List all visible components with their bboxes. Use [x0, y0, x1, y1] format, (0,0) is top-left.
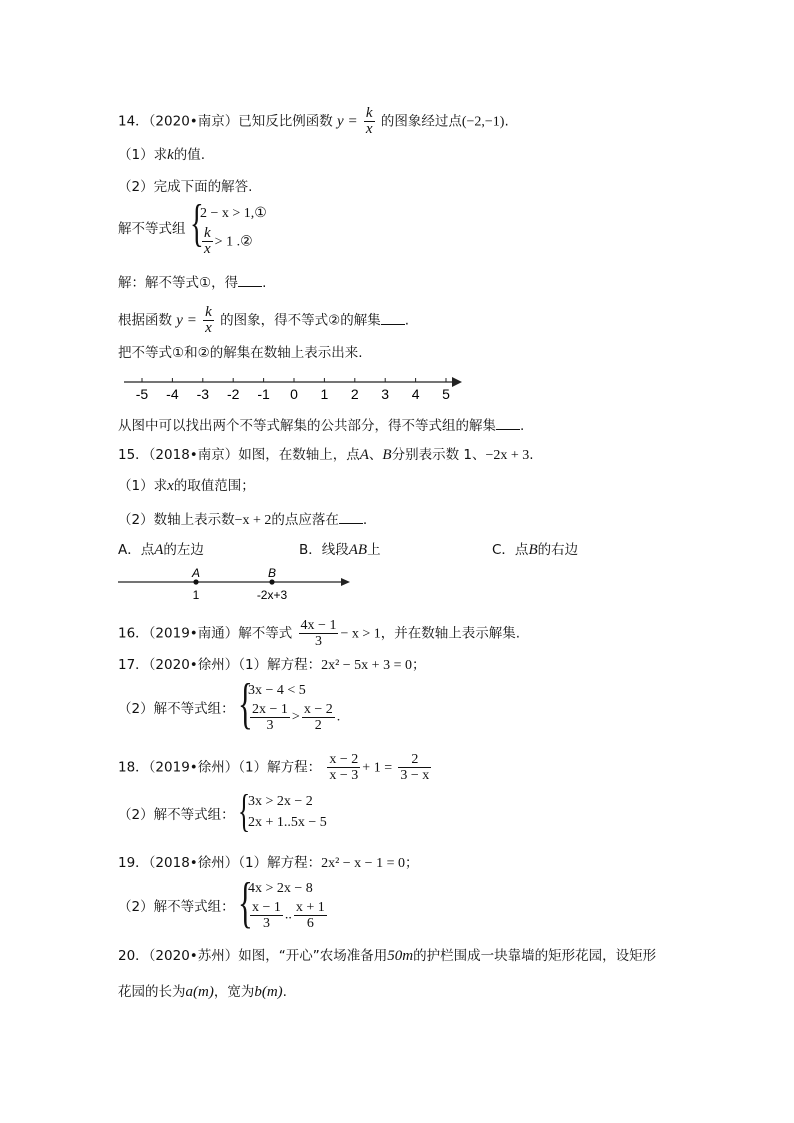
point-a-dot — [193, 579, 198, 584]
q19-ineq1: 4x > 2x − 8 — [248, 881, 313, 896]
q14-sys-label-text: 解不等式组 — [118, 221, 186, 237]
q19-frac2 — [294, 900, 327, 931]
frac-num: k — [205, 304, 212, 320]
axis-tick-label: 3 — [381, 386, 390, 402]
q18-p2: （2）解不等式组： — [118, 807, 235, 823]
answer-blank[interactable] — [496, 415, 520, 430]
q17-ineq2 — [248, 702, 340, 733]
q18-frac1 — [327, 752, 360, 783]
q15-p2-expr: −x + 2 — [234, 513, 272, 528]
axis-arrow-icon — [452, 377, 462, 387]
q14-p1-post: 的值. — [173, 147, 206, 163]
axis-arrow-icon — [341, 578, 350, 586]
q15-p1-post: 的取值范围； — [173, 478, 255, 494]
q15-B: B — [382, 447, 392, 463]
q17-equation: 2x² − 5x + 3 = 0 — [321, 658, 412, 673]
q14-k-over-x — [364, 106, 375, 137]
q17-part2 — [118, 700, 235, 718]
q14-ineq2-tail: > 1 .② — [214, 234, 253, 250]
q17-inequality-system — [238, 673, 398, 740]
q20-len: 50m — [387, 948, 414, 964]
q20-line1-post: 的护栏围成一块靠墙的矩形花园，设矩形 — [413, 948, 657, 964]
q19-inequality-system — [238, 872, 378, 939]
frac-num: 2 — [398, 752, 431, 768]
axis-tick-label: 1 — [320, 386, 329, 402]
q17-heading — [118, 656, 425, 675]
q15-p2-end: . — [362, 512, 368, 528]
axis-tick-label: 0 — [290, 386, 298, 402]
q15-p1-var: x — [167, 478, 174, 494]
frac-num: x − 2 — [303, 702, 333, 717]
q16-head: 16．（2019•南通）解不等式 — [118, 625, 293, 642]
frac-num: k — [365, 105, 373, 121]
q14-number-line — [118, 372, 468, 404]
q14-k-over-x-2 — [203, 305, 214, 336]
brace-icon: { — [238, 872, 253, 934]
frac-den: 3 — [262, 916, 270, 931]
q15-optB-post: 上 — [367, 542, 381, 558]
q18-frac2 — [398, 752, 431, 783]
q14-solution1 — [118, 272, 266, 292]
q20-line2-mid: ，宽为 — [213, 984, 255, 1000]
answer-blank[interactable] — [339, 509, 363, 524]
q15-part1 — [118, 477, 255, 495]
q18-head: 18．（2019•徐州）（1）解方程： — [118, 759, 322, 776]
q14-sol2-post: . — [404, 312, 409, 329]
q18-ineq2: 2x + 1..5x − 5 — [248, 815, 327, 830]
q20-a: a(m) — [185, 984, 214, 1000]
brace-icon: { — [238, 785, 251, 836]
q17-head: 17．（2020•徐州）（1）解方程： — [118, 657, 322, 673]
frac-den: 2 — [314, 718, 322, 733]
q16-tail: ，并在数轴上表示解集. — [380, 625, 521, 642]
q14-ineq2-frac — [202, 226, 213, 257]
q18-plus: + 1 = — [362, 760, 393, 776]
axis-tick-label: 2 — [350, 386, 359, 402]
axis-tick-label: -2 — [226, 386, 240, 402]
q15-optC-pre: C．点 — [492, 542, 529, 558]
axis-tick-label: 5 — [442, 386, 450, 402]
frac-den: x — [205, 320, 212, 336]
q17-p2: （2）解不等式组： — [118, 701, 235, 717]
q16-fraction — [299, 618, 339, 649]
frac-den: 3 — [266, 718, 274, 733]
q15-part2 — [118, 509, 367, 530]
q14-solution3 — [118, 344, 363, 362]
frac-num: x − 1 — [252, 900, 281, 915]
q14-sol1-post: . — [262, 275, 267, 291]
q16-heading — [118, 618, 520, 649]
q14-sol4-pre: 从图中可以找出两个不等式解集的公共部分，得不等式组的解集 — [118, 418, 496, 434]
q14-end: . — [504, 113, 509, 130]
point-a-label: A — [191, 566, 201, 580]
q20-line1-pre: 20．（2020•苏州）如图，“开心”农场准备用 — [118, 948, 388, 964]
frac-den: x — [204, 241, 211, 257]
q14-ineq2 — [200, 226, 253, 257]
q19-head: 19．（2018•徐州）（1）解方程： — [118, 855, 322, 871]
q16-mid: − x > 1 — [340, 626, 381, 642]
q19-ineq2 — [248, 900, 329, 931]
q14-p1-var: k — [167, 147, 174, 163]
q20-line2-end: . — [282, 984, 287, 1000]
q15-option-b[interactable] — [299, 541, 381, 559]
q14-sol2-pre: 根据函数 — [118, 312, 172, 329]
point-b-label: B — [267, 566, 277, 580]
answer-blank[interactable] — [238, 272, 262, 287]
axis-tick-label: -4 — [166, 386, 179, 402]
q15-A: A — [359, 447, 369, 463]
q15-optC-var: B — [528, 542, 538, 558]
point-b-value: -2x+3 — [256, 588, 288, 602]
q17-end: . — [336, 709, 341, 725]
q19-rel: .. — [284, 907, 292, 923]
q15-head-pre: 15．（2018•南京）如图，在数轴上，点 — [118, 447, 360, 463]
q14-p1-pre: （1）求 — [118, 147, 168, 163]
frac-den: 6 — [306, 916, 314, 931]
q14-func-lhs: y = — [337, 113, 358, 130]
q14-sol4-post: . — [520, 418, 525, 434]
q15-optA-pre: A．点 — [118, 542, 155, 558]
q19-p2: （2）解不等式组： — [118, 899, 235, 915]
frac-den: x − 3 — [329, 768, 359, 783]
frac-den: x — [365, 121, 373, 137]
q19-part2 — [118, 898, 235, 916]
q14-solution2 — [118, 305, 409, 336]
frac-num: k — [204, 225, 211, 241]
q14-sol1-pre: 解：解不等式①，得 — [118, 275, 239, 291]
q14-point: (−2,−1) — [461, 114, 505, 130]
q18-part2 — [118, 806, 235, 824]
point-b-dot — [269, 579, 274, 584]
answer-blank[interactable] — [381, 310, 405, 325]
axis-tick-label: 4 — [411, 386, 420, 402]
frac-den: 3 − x — [400, 768, 430, 783]
q15-p1-pre: （1）求 — [118, 478, 168, 494]
q14-head-text: 14．（2020•南京）已知反比例函数 — [118, 113, 333, 130]
q15-optC-post: 的右边 — [537, 542, 579, 558]
q18-heading — [118, 752, 433, 783]
frac-num: 4x − 1 — [300, 618, 337, 633]
q15-optB-var: AB — [348, 542, 368, 558]
q15-sep: 、 — [368, 447, 383, 463]
q20-line1 — [118, 947, 656, 965]
q19-eq-end: ； — [404, 855, 419, 871]
q14-func-lhs-2: y = — [176, 312, 197, 329]
axis-tick-label: -3 — [196, 386, 210, 402]
q15-p2-post: 的点应落在 — [271, 512, 339, 528]
q14-part2 — [118, 178, 252, 196]
q15-end: . — [529, 447, 534, 463]
q15-optB-pre: B．线段 — [299, 542, 349, 558]
axis-tick-label: -1 — [257, 386, 270, 402]
brace-icon: { — [190, 195, 204, 252]
q17-frac2 — [302, 702, 335, 733]
q14-solution4 — [118, 415, 524, 435]
q15-p2-pre: （2）数轴上表示数 — [118, 512, 235, 528]
q18-inequality-system — [238, 785, 378, 836]
frac-den: 3 — [315, 634, 322, 649]
q15-option-a[interactable] — [118, 541, 204, 559]
q15-optA-post: 的左边 — [163, 542, 204, 558]
frac-num: x + 1 — [295, 900, 325, 915]
q17-frac1 — [250, 702, 290, 733]
q14-part1 — [118, 146, 205, 164]
q15-head-mid: 分别表示数 1、 — [391, 447, 486, 463]
axis-tick-label: -5 — [135, 386, 149, 402]
q14-p2: （2）完成下面的解答. — [118, 179, 253, 195]
q18-ineq1: 3x > 2x − 2 — [248, 794, 313, 809]
q19-equation: 2x² − x − 1 = 0 — [321, 856, 405, 871]
q17-eq-end: ； — [411, 657, 426, 673]
q14-heading — [118, 106, 509, 137]
q20-line2-pre: 花园的长为 — [118, 984, 186, 1000]
q14-inequality-system — [190, 195, 310, 262]
frac-num: x − 2 — [329, 752, 359, 767]
q17-ineq1: 3x − 4 < 5 — [248, 683, 306, 698]
frac-num: 2x − 1 — [252, 702, 288, 717]
q15-heading — [118, 446, 534, 465]
q15-expr: −2x + 3 — [485, 448, 530, 463]
brace-icon: { — [238, 673, 253, 735]
q15-number-line-figure — [116, 563, 356, 605]
q20-line2 — [118, 983, 287, 1001]
q14-ineq1: 2 − x > 1,① — [200, 206, 267, 221]
q14-sol2-mid: 的图象，得不等式②的解集 — [220, 312, 381, 329]
q15-optA-var: A — [154, 542, 164, 558]
q14-sol3: 把不等式①和②的解集在数轴上表示出来. — [118, 345, 363, 361]
q19-frac1 — [250, 900, 283, 931]
q15-option-c[interactable] — [492, 541, 578, 559]
point-a-value: 1 — [192, 588, 200, 602]
q20-b: b(m) — [254, 984, 283, 1000]
q19-heading — [118, 854, 418, 873]
q14-system-label — [118, 220, 186, 238]
q17-gt: > — [291, 709, 300, 725]
q14-head-tail: 的图象经过点 — [380, 113, 462, 130]
